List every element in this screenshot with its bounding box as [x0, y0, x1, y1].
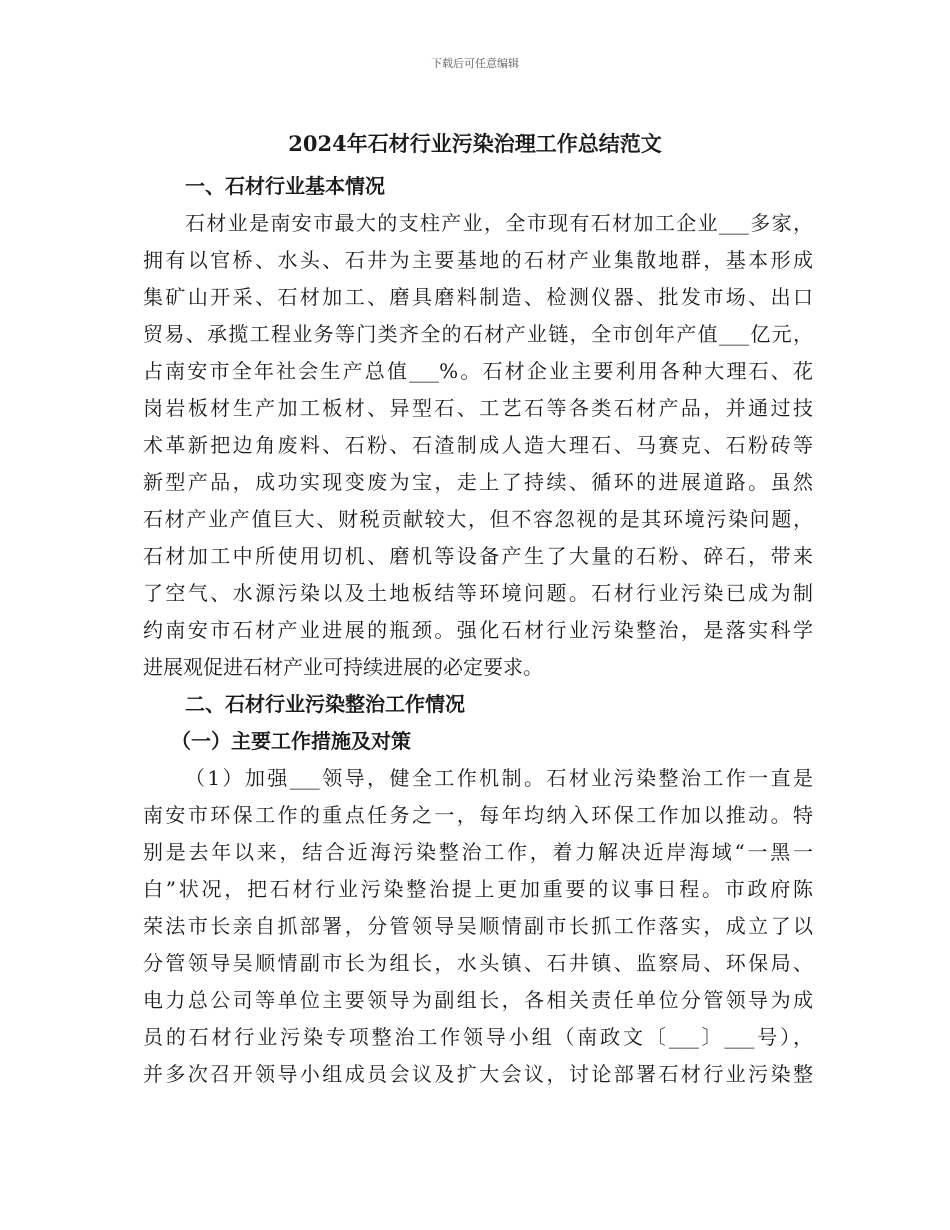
- paragraph-line: 约南安市石材产业进展的瓶颈。强化石材行业污染整治，是落实科学: [143, 618, 813, 642]
- paragraph-line: 别是去年以来，结合近海污染整治工作，着力解决近岸海域“一黑一: [143, 840, 813, 864]
- paragraph-line: 术革新把边角废料、石粉、石渣制成人造大理石、马赛克、石粉砖等: [143, 433, 813, 457]
- paragraph-line: 岗岩板材生产加工板材、异型石、工艺石等各类石材产品，并通过技: [143, 396, 813, 420]
- paragraph-line: 石材产业产值巨大、财税贡献较大，但不容忽视的是其环境污染问题，: [143, 507, 813, 531]
- paragraph-line: 占南安市全年社会生产总值___%。石材企业主要利用各种大理石、花: [143, 359, 813, 383]
- paragraph-line: 石材加工中所使用切机、磨机等设备产生了大量的石粉、碎石，带来: [143, 544, 813, 568]
- paragraph-line: （1）加强___领导，健全工作机制。石材业污染整治工作一直是: [185, 766, 813, 790]
- paragraph-line: 贸易、承揽工程业务等门类齐全的石材产业链，全市创年产值___亿元，: [143, 322, 813, 346]
- paragraph-line: 了空气、水源污染以及土地板结等环境问题。石材行业污染已成为制: [143, 581, 813, 605]
- paragraph-line: 新型产品，成功实现变废为宝，走上了持续、循环的进展道路。虽然: [143, 470, 813, 494]
- subsection-heading: （一）主要工作措施及对策: [171, 729, 411, 753]
- document-body: [143, 168, 813, 1093]
- paragraph-line: 荣法市长亲自抓部署，分管领导吴顺情副市长抓工作落实，成立了以: [143, 914, 813, 938]
- paragraph-line: 拥有以官桥、水头、石井为主要基地的石材产业集散地群，基本形成: [143, 248, 813, 272]
- page-header-note: 下载后可任意编辑: [431, 57, 519, 70]
- paragraph-line: 分管领导吴顺情副市长为组长，水头镇、石井镇、监察局、环保局、: [143, 951, 813, 975]
- paragraph-line: 石材业是南安市最大的支柱产业，全市现有石材加工企业___多家，: [185, 211, 813, 235]
- paragraph-line: 电力总公司等单位主要领导为副组长，各相关责任单位分管领导为成: [143, 988, 813, 1012]
- paragraph-line: 进展观促进石材产业可持续进展的必定要求。: [143, 655, 543, 679]
- paragraph-line: 南安市环保工作的重点任务之一，每年均纳入环保工作加以推动。特: [143, 803, 813, 827]
- paragraph-line: 集矿山开采、石材加工、磨具磨料制造、检测仪器、批发市场、出口: [143, 285, 813, 309]
- section-heading-2: 二、石材行业污染整治工作情况: [185, 692, 465, 716]
- section-heading-1: 一、石材行业基本情况: [185, 174, 385, 198]
- paragraph-line: 并多次召开领导小组成员会议及扩大会议，讨论部署石材行业污染整: [143, 1062, 813, 1086]
- document-title: 2024年石材行业污染治理工作总结范文: [288, 131, 662, 156]
- paragraph-line: 员的石材行业污染专项整治工作领导小组（南政文〔___〕___号），: [143, 1025, 813, 1049]
- paragraph-line: 白”状况，把石材行业污染整治提上更加重要的议事日程。市政府陈: [143, 877, 813, 901]
